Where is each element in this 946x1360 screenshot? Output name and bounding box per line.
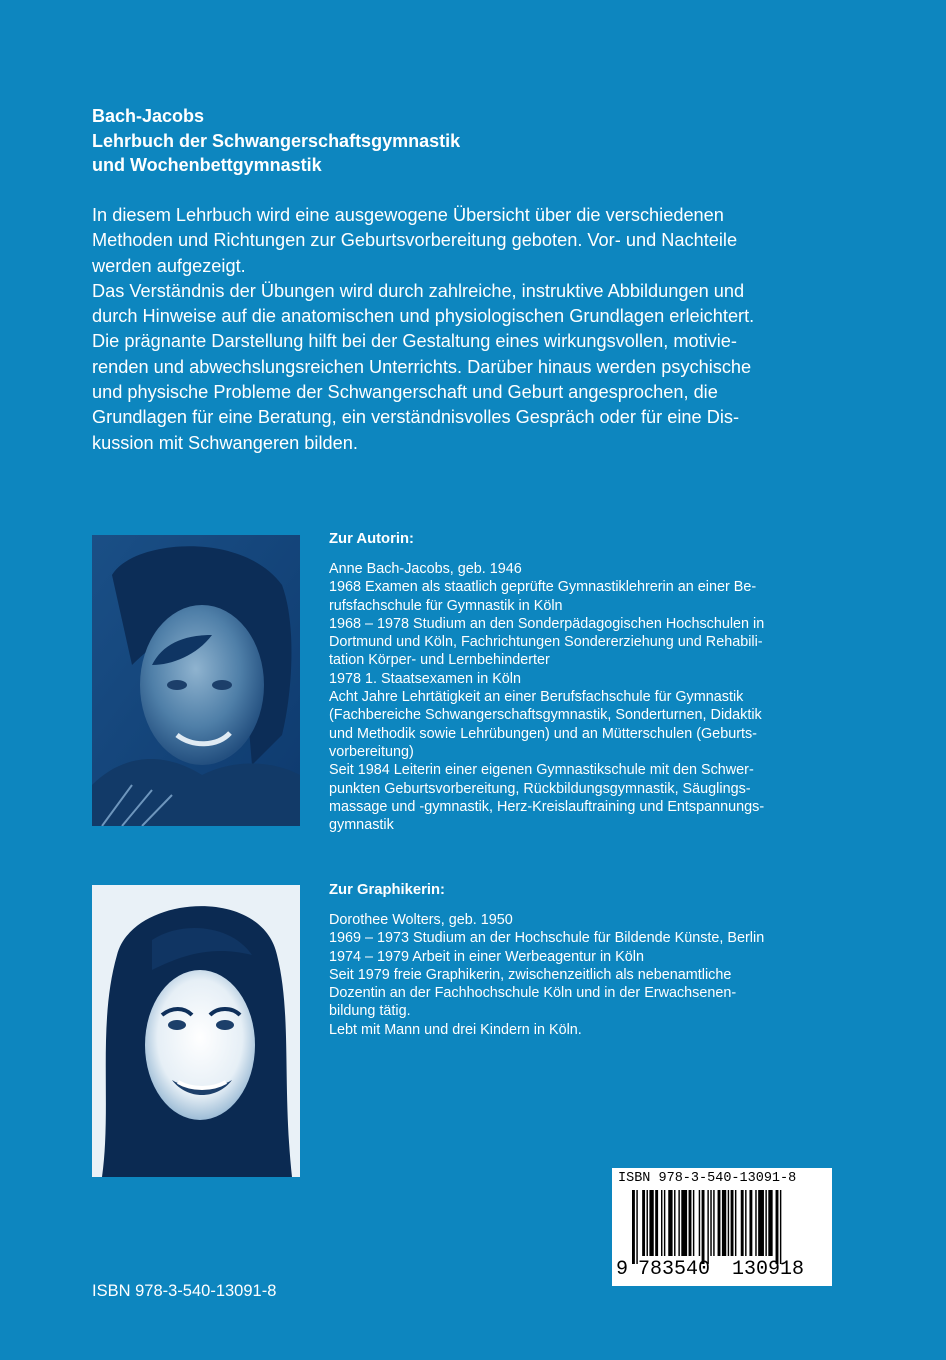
barcode-bar <box>749 1190 752 1256</box>
description-line: renden und abwechslungsreichen Unterrichts. Darüber hinaus werden psychische <box>92 356 752 377</box>
barcode-bar <box>681 1190 687 1256</box>
barcode-bar <box>755 1190 756 1256</box>
barcode-digits <box>612 1258 832 1282</box>
description-line: und physische Probleme der Schwangerschaft und Geburt angesprochen, die <box>92 382 718 403</box>
bio-line: 1969 – 1973 Studium an der Hochschule für Bildende Künste, Berlin <box>329 930 765 947</box>
book-title-line-1: Lehrbuch der Schwangerschaftsgymnastik <box>92 130 461 151</box>
bio-line: gymnastik <box>329 817 394 834</box>
bio-line: Seit 1984 Leiterin einer eigenen Gymnastikschule mit den Schwer- <box>329 762 754 779</box>
bio-line: Dozentin an der Fachhochschule Köln und in der Erwachsenen- <box>329 985 737 1002</box>
bio-line: Anne Bach-Jacobs, geb. 1946 <box>329 561 522 577</box>
author-name: Bach-Jacobs <box>92 106 205 126</box>
isbn-label: ISBN 978-3-540-13091-8 <box>92 1282 277 1300</box>
illustrator-bio-heading: Zur Graphikerin: <box>329 882 445 898</box>
barcode-digit-group-2: 130918 <box>732 1258 805 1281</box>
bio-line: massage und -gymnastik, Herz-Kreislauftraining und Entspannungs- <box>329 798 765 815</box>
author-bio-heading: Zur Autorin: <box>329 531 414 547</box>
bio-line: Dortmund und Köln, Fachrichtungen Sondererziehung und Rehabili- <box>329 634 763 651</box>
barcode-bar <box>636 1190 637 1264</box>
barcode-bar <box>678 1190 679 1256</box>
barcode-bar <box>765 1190 766 1256</box>
barcode-bar <box>702 1190 705 1264</box>
book-title-line-2: und Wochenbettgymnastik <box>92 155 322 175</box>
bio-line: Dorothee Wolters, geb. 1950 <box>329 912 513 928</box>
barcode-bar <box>731 1190 734 1256</box>
barcode-bar <box>689 1190 692 1256</box>
barcode-bars <box>618 1190 826 1264</box>
bio-line: 1974 – 1979 Arbeit in einer Werbeagentur in Köln <box>329 948 644 965</box>
bio-line: rufsfachschule für Gymnastik in Köln <box>329 597 563 614</box>
barcode-bar <box>699 1190 700 1256</box>
barcode-digit-group-1: 783540 <box>638 1258 711 1281</box>
barcode-bar <box>745 1190 746 1256</box>
description-line: durch Hinweise auf die anatomischen und physiologischen Grundlagen erleichtert. <box>92 306 755 327</box>
barcode-digit-first: 9 <box>616 1258 629 1281</box>
description-line: Grundlagen für eine Beratung, ein verständnisvolles Gespräch oder für eine Dis- <box>92 407 740 428</box>
bio-line: punkten Geburtsvorbereitung, Rückbildungsgymnastik, Säuglings- <box>329 780 751 797</box>
barcode-bar <box>632 1190 635 1264</box>
bio-line: und Methodik sowie Lehrübungen) und an Mütterschulen (Geburts- <box>329 725 757 742</box>
book-description <box>92 203 852 456</box>
barcode-bar <box>642 1190 645 1256</box>
bio-line: (Fachbereiche Schwangerschaftsgymnastik, Sonderturnen, Didaktik <box>329 707 762 724</box>
bio-line: 1968 – 1978 Studium an den Sonderpädagogischen Hochschulen in <box>329 615 765 632</box>
barcode-bar <box>722 1190 726 1256</box>
barcode-bar <box>649 1190 653 1256</box>
barcode-bar <box>776 1190 779 1264</box>
book-header <box>92 104 460 178</box>
description-line: werden aufgezeigt. <box>92 255 246 276</box>
barcode-bar <box>664 1190 665 1256</box>
barcode-bar <box>693 1190 694 1256</box>
description-line: Das Verständnis der Übungen wird durch zahlreiche, instruktive Abbildungen und <box>92 280 745 301</box>
illustrator-portrait <box>92 885 300 1177</box>
barcode-bar <box>661 1190 662 1256</box>
barcode-isbn-text: ISBN 978-3-540-13091-8 <box>618 1171 797 1186</box>
bio-line: Acht Jahre Lehrtätigkeit an einer Berufsfachschule für Gymnastik <box>329 689 744 706</box>
bio-line: bildung tätig. <box>329 1003 411 1020</box>
barcode-bar <box>780 1190 781 1264</box>
description-line: Die prägnante Darstellung hilft bei der Gestaltung eines wirkungsvollen, motivie- <box>92 331 737 352</box>
barcode-bar <box>647 1190 648 1256</box>
bio-line: 1978 1. Staatsexamen in Köln <box>329 670 522 687</box>
author-portrait <box>92 535 300 826</box>
barcode-bar <box>728 1190 729 1256</box>
description-line: In diesem Lehrbuch wird eine ausgewogene Übersicht über die verschiedenen <box>92 205 724 225</box>
barcode-bar <box>655 1190 658 1256</box>
barcode-bar <box>758 1190 764 1256</box>
isbn-barcode <box>612 1168 832 1286</box>
barcode-bar <box>668 1190 672 1256</box>
barcode-bar <box>710 1190 711 1256</box>
barcode-bar <box>713 1190 714 1256</box>
bio-line: 1968 Examen als staatlich geprüfte Gymnastiklehrerin an einer Be- <box>329 579 757 596</box>
barcode-bar <box>735 1190 736 1256</box>
author-bio <box>329 530 839 834</box>
description-line: Methoden und Richtungen zur Geburtsvorbereitung geboten. Vor- und Nachteile <box>92 230 738 251</box>
barcode-bar <box>768 1190 772 1256</box>
description-line: kussion mit Schwangeren bilden. <box>92 432 358 453</box>
illustrator-bio <box>329 881 839 1039</box>
bio-line: tation Körper- und Lernbehinderter <box>329 652 550 669</box>
barcode-bar <box>707 1190 708 1264</box>
barcode-bar <box>674 1190 675 1256</box>
bio-line: Seit 1979 freie Graphikerin, zwischenzeitlich als nebenamtliche <box>329 966 732 983</box>
bio-line: Lebt mit Mann und drei Kindern in Köln. <box>329 1021 582 1038</box>
barcode-bar <box>741 1190 744 1256</box>
bio-line: vorbereitung) <box>329 743 414 760</box>
barcode-bar <box>718 1190 721 1256</box>
